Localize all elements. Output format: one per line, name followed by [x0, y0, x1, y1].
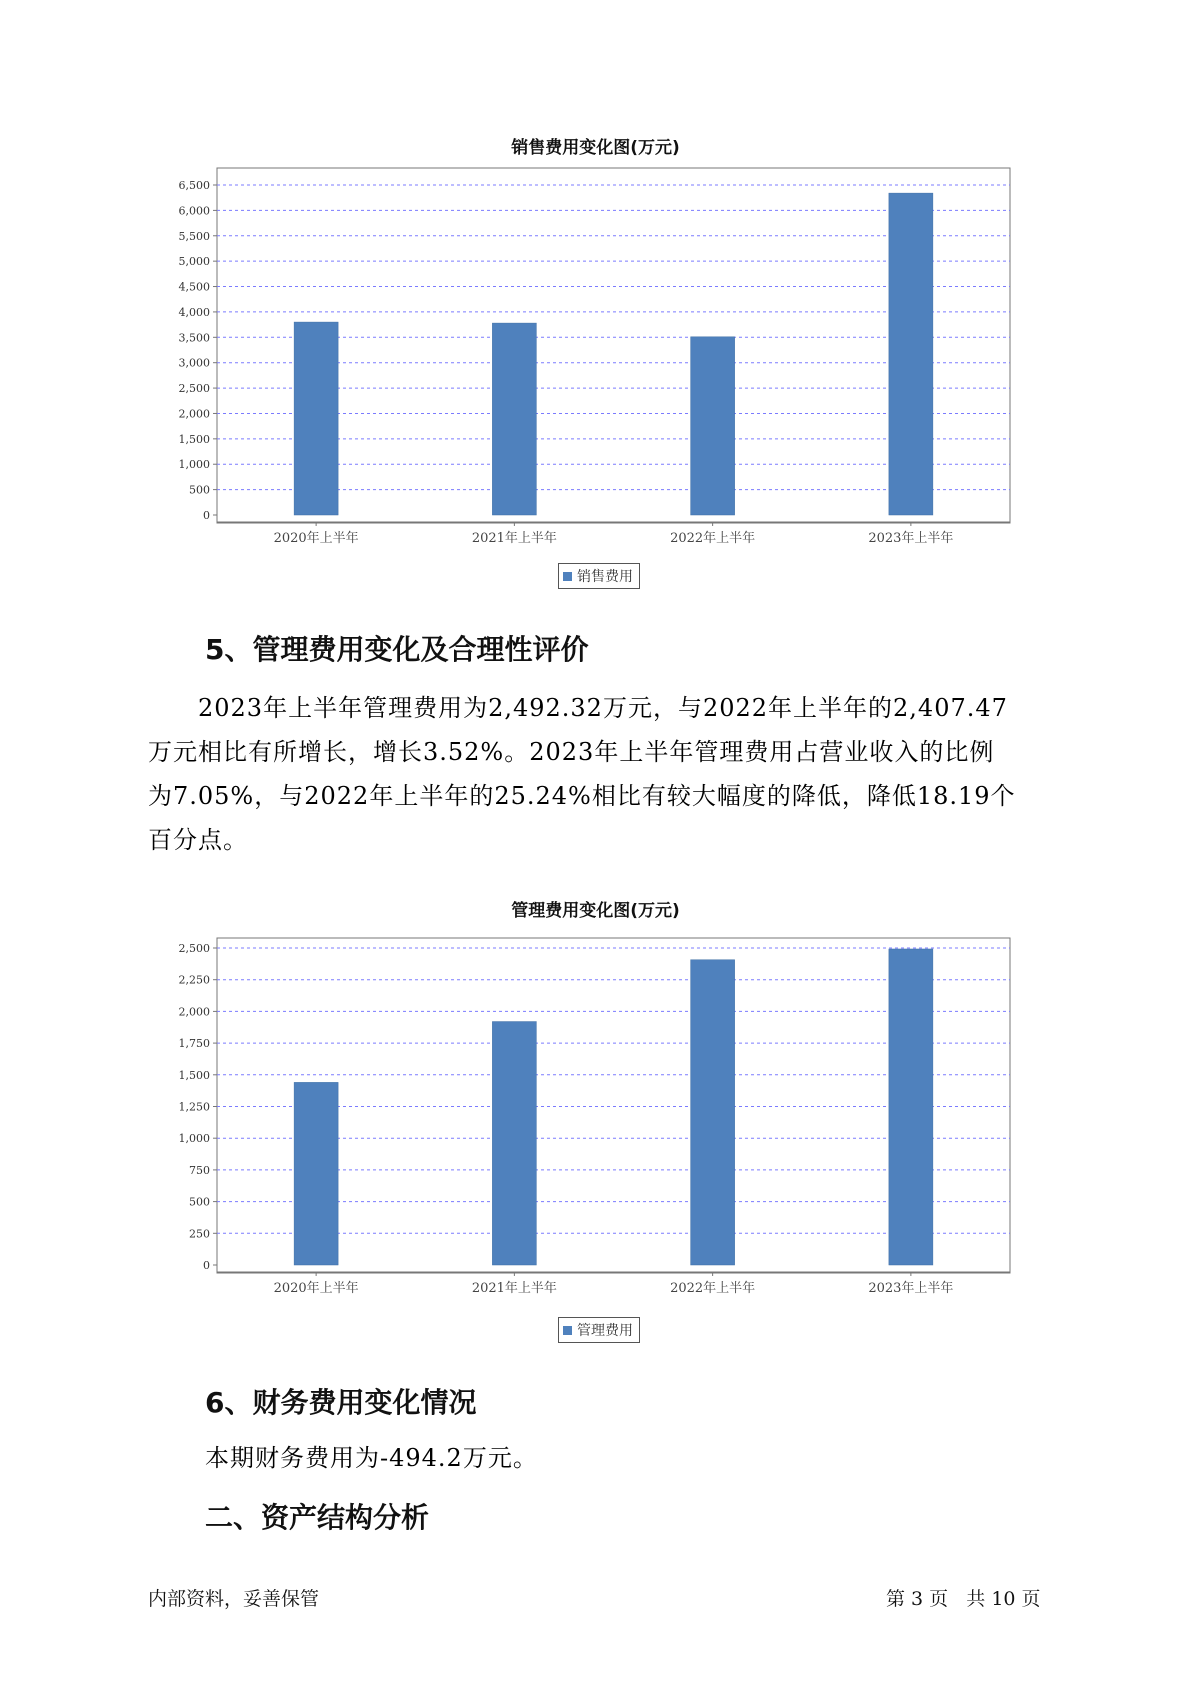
x-tick-label: 2020年上半年 [273, 1281, 359, 1296]
y-tick-label: 1,500 [178, 1068, 210, 1082]
y-tick-label: 1,500 [178, 432, 210, 446]
finance-expense-paragraph: 本期财务费用为-494.2万元。 [205, 1444, 538, 1472]
sales-chart-legend [558, 563, 640, 589]
legend-label: 管理费用 [577, 1323, 633, 1339]
finance-expense-heading: 6、财务费用变化情况 [205, 1386, 477, 1419]
bar-2021年上半年 [492, 323, 536, 515]
para-line: 为7.05%，与2022年上半年的25.24%相比有较大幅度的降低，降低18.19个 [148, 782, 1016, 810]
y-tick-label: 500 [189, 1195, 210, 1209]
legend-label: 销售费用 [577, 569, 633, 585]
legend-swatch-icon [563, 572, 572, 581]
x-tick-label: 2022年上半年 [670, 1281, 756, 1296]
bar-2020年上半年 [294, 1082, 338, 1265]
x-tick-label: 2023年上半年 [868, 1281, 954, 1296]
y-tick-label: 500 [189, 483, 210, 497]
y-tick-label: 1,250 [178, 1100, 210, 1114]
y-tick-label: 2,250 [178, 973, 210, 987]
x-tick-label: 2021年上半年 [471, 1281, 557, 1296]
para-line: 万元相比有所增长，增长3.52%。2023年上半年管理费用占营业收入的比例 [148, 738, 995, 766]
bar-2023年上半年 [889, 193, 933, 515]
y-tick-label: 1,000 [178, 458, 210, 472]
y-tick-label: 2,000 [178, 1005, 210, 1019]
y-tick-label: 0 [203, 509, 210, 522]
sales-chart-title: 销售费用变化图(万元) [511, 138, 680, 158]
x-tick-label: 2023年上半年 [868, 531, 954, 546]
y-tick-label: 2,000 [178, 407, 210, 421]
admin-chart-legend [558, 1317, 640, 1343]
admin-expense-paragraph [148, 686, 1048, 862]
para-line: 2023年上半年管理费用为2,492.32万元，与2022年上半年的2,407.47 [198, 694, 1008, 722]
bar-2022年上半年 [691, 960, 735, 1265]
bar-2023年上半年 [889, 949, 933, 1265]
footer-page-number: 第 3 页 共 10 页 [886, 1588, 1041, 1610]
admin-chart-title: 管理费用变化图(万元) [511, 901, 680, 921]
admin-expense-chart [0, 930, 1191, 1302]
y-tick-label: 1,000 [178, 1132, 210, 1146]
y-tick-label: 750 [189, 1163, 210, 1177]
bar-2021年上半年 [492, 1022, 536, 1265]
y-tick-label: 2,500 [178, 382, 210, 396]
y-tick-label: 4,500 [178, 280, 210, 294]
y-tick-label: 5,000 [178, 255, 210, 269]
x-tick-label: 2021年上半年 [471, 531, 557, 546]
y-tick-label: 250 [189, 1227, 210, 1241]
y-tick-label: 4,000 [178, 305, 210, 319]
y-tick-label: 3,500 [178, 331, 210, 345]
bar-2020年上半年 [294, 322, 338, 515]
legend-swatch-icon [563, 1326, 572, 1335]
asset-structure-heading: 二、资产结构分析 [205, 1501, 430, 1534]
footer-confidential: 内部资料，妥善保管 [148, 1588, 320, 1610]
y-tick-label: 1,750 [178, 1037, 210, 1051]
admin-expense-heading: 5、管理费用变化及合理性评价 [205, 633, 589, 666]
y-tick-label: 6,500 [178, 179, 210, 192]
y-tick-label: 6,000 [178, 204, 210, 218]
y-tick-label: 5,500 [178, 229, 210, 243]
bar-2022年上半年 [691, 337, 735, 515]
y-tick-label: 0 [203, 1259, 210, 1272]
x-tick-label: 2022年上半年 [670, 531, 756, 546]
para-line: 百分点。 [148, 826, 248, 854]
sales-expense-chart [0, 160, 1191, 552]
x-tick-label: 2020年上半年 [273, 531, 359, 546]
y-tick-label: 3,000 [178, 356, 210, 370]
y-tick-label: 2,500 [178, 942, 210, 955]
